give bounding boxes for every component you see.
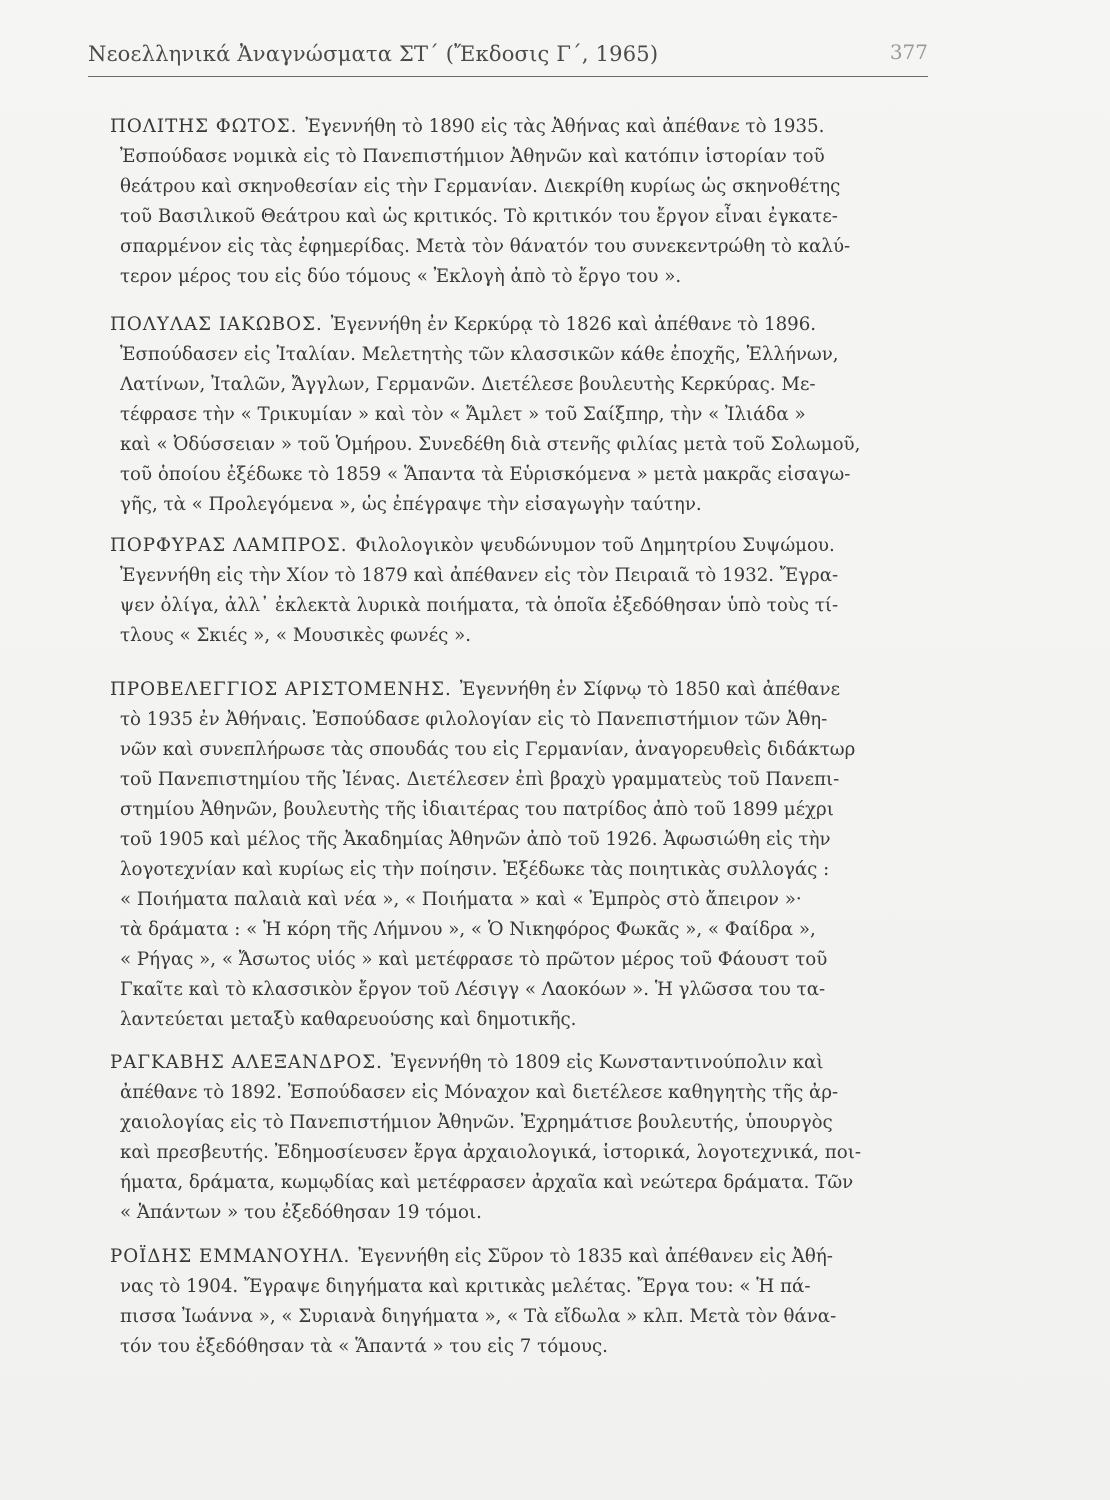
entry-text-line: τλους « Σκιές », « Μουσικὲς φωνές ».: [120, 625, 472, 646]
entry-text-line: ψεν ὀλίγα, ἀλλ᾿ ἐκλεκτὰ λυρικὰ ποιήματα, τὰ ὁποῖα ἐξεδόθησαν ὑπὸ τοὺς τί-: [120, 595, 839, 616]
entry-text-line: ήματα, δράματα, κωμῳδίας καὶ μετέφρασεν ἀρχαῖα καὶ νεώτερα δράματα. Τῶν: [120, 1172, 854, 1193]
entry-text-line: Λατίνων, Ἰταλῶν, Ἄγγλων, Γερμανῶν. Διετέλεσε βουλευτὴς Κερκύρας. Με-: [120, 374, 816, 395]
entry-headword: ΠΟΛΙΤΗΣ ΦΩΤΟΣ.: [110, 116, 298, 137]
entry-text-line: τοῦ Πανεπιστημίου τῆς Ἰένας. Διετέλεσεν ἐπὶ βραχὺ γραμματεὺς τοῦ Πανεπι-: [120, 769, 840, 790]
page-number: 377: [889, 40, 928, 64]
entry-first-line: [110, 675, 950, 705]
entry-text-line: σπαρμένον εἰς τὰς ἐφημερίδας. Μετὰ τὸν θάνατόν του συνεκεντρώθη τὸ καλύ-: [120, 236, 851, 257]
entry-text-line: Ἐγεννήθη τὸ 1890 εἰς τὰς Ἀθήνας καὶ ἀπέθανε τὸ 1935.: [305, 116, 825, 137]
entry-headword: ΠΟΛΥΛΑΣ ΙΑΚΩΒΟΣ.: [110, 314, 323, 335]
biography-entry-roidis: [110, 1242, 950, 1362]
entry-text-line: τὸ 1935 ἐν Ἀθήναις. Ἐσπούδασε φιλολογίαν εἰς τὸ Πανεπιστήμιον τῶν Ἀθη-: [120, 709, 828, 730]
entry-text-line: τοῦ Βασιλικοῦ Θεάτρου καὶ ὡς κριτικός. Τὸ κριτικόν του ἔργον εἶναι ἐγκατε-: [120, 206, 838, 227]
entry-text-line: « Ρήγας », « Ἄσωτος υἱός » καὶ μετέφρασε τὸ πρῶτον μέρος τοῦ Φάουστ τοῦ: [120, 949, 828, 970]
entry-first-line: [110, 1048, 950, 1078]
entry-text-line: Φιλολογικὸν ψευδώνυμον τοῦ Δημητρίου Συψώμου.: [355, 535, 835, 556]
entry-text-line: Γκαῖτε καὶ τὸ κλασσικὸν ἔργον τοῦ Λέσιγγ « Λαοκόων ». Ἡ γλῶσσα του τα-: [120, 979, 826, 1000]
entry-text-line: καὶ « Ὀδύσσειαν » τοῦ Ὁμήρου. Συνεδέθη διὰ στενῆς φιλίας μετὰ τοῦ Σολωμοῦ,: [120, 434, 861, 455]
entry-text-line: τοῦ 1905 καὶ μέλος τῆς Ἀκαδημίας Ἀθηνῶν ἀπὸ τοῦ 1926. Ἀφωσιώθη εἰς τὴν: [120, 829, 831, 850]
entry-text-line: πισσα Ἰωάννα », « Συριανὰ διηγήματα », « Τὰ εἴδωλα » κλπ. Μετὰ τὸν θάνα-: [120, 1306, 837, 1327]
entry-text-line: « Ποιήματα παλαιὰ καὶ νέα », « Ποιήματα » καὶ « Ἐμπρὸς στὸ ἄπειρον »·: [120, 889, 802, 910]
entry-text-line: Ἐγεννήθη εἰς τὴν Χίον τὸ 1879 καὶ ἀπέθανεν εἰς τὸν Πειραιᾶ τὸ 1932. Ἔγρα-: [120, 565, 839, 586]
entry-text-line: λογοτεχνίαν καὶ κυρίως εἰς τὴν ποίησιν. Ἐξέδωκε τὰς ποιητικὰς συλλογάς :: [120, 859, 830, 880]
entry-text-line: τέφρασε τὴν « Τρικυμίαν » καὶ τὸν « Ἄμλετ » τοῦ Σαίξπηρ, τὴν « Ἰλιάδα »: [120, 404, 806, 425]
entry-text-line: Ἐσπούδασε νομικὰ εἰς τὸ Πανεπιστήμιον Ἀθηνῶν καὶ κατόπιν ἱστορίαν τοῦ: [120, 146, 825, 167]
biography-entry-rangavis: [110, 1048, 950, 1228]
entry-text-line: Ἐγεννήθη τὸ 1809 εἰς Κωνσταντινούπολιν καὶ: [390, 1052, 824, 1073]
entry-text-line: στημίου Ἀθηνῶν, βουλευτὴς τῆς ἰδιαιτέρας του πατρίδος ἀπὸ τοῦ 1899 μέχρι: [120, 799, 834, 820]
biography-entry-porfyras: [110, 531, 950, 651]
entry-headword: ΡΑΓΚΑΒΗΣ ΑΛΕΞΑΝΔΡΟΣ.: [110, 1052, 383, 1073]
entry-text-line: χαιολογίας εἰς τὸ Πανεπιστήμιον Ἀθηνῶν. Ἐχρημάτισε βουλευτής, ὑπουργὸς: [120, 1112, 833, 1133]
entry-text-line: Ἐγεννήθη ἐν Σίφνῳ τὸ 1850 καὶ ἀπέθανε: [459, 679, 841, 700]
entry-text-line: νας τὸ 1904. Ἔγραψε διηγήματα καὶ κριτικὰς μελέτας. Ἔργα του: « Ἡ πά-: [120, 1276, 811, 1297]
entry-first-line: [110, 112, 950, 142]
entry-text-line: τόν του ἐξεδόθησαν τὰ « Ἅπαντά » του εἰς 7 τόμους.: [120, 1336, 608, 1357]
entry-text-line: γῆς, τὰ « Προλεγόμενα », ὡς ἐπέγραψε τὴν εἰσαγωγὴν ταύτην.: [120, 494, 702, 515]
entry-text-line: τὰ δράματα : « Ἡ κόρη τῆς Λήμνου », « Ὁ Νικηφόρος Φωκᾶς », « Φαίδρα »,: [120, 919, 816, 940]
running-header: [88, 40, 928, 77]
entry-text-line: Ἐγεννήθη εἰς Σῦρον τὸ 1835 καὶ ἀπέθανεν εἰς Ἀθή-: [358, 1246, 833, 1267]
entry-text-line: νῶν καὶ συνεπλήρωσε τὰς σπουδάς του εἰς Γερμανίαν, ἀναγορευθεὶς διδάκτωρ: [120, 739, 856, 760]
biography-entry-politis: [110, 112, 950, 292]
entry-first-line: [110, 310, 950, 340]
entry-headword: ΠΟΡΦΥΡΑΣ ΛΑΜΠΡΟΣ.: [110, 535, 348, 556]
entry-text-line: τερον μέρος του εἰς δύο τόμους « Ἐκλογὴ ἀπὸ τὸ ἔργο του ».: [120, 266, 682, 287]
entry-headword: ΠΡΟΒΕΛΕΓΓΙΟΣ ΑΡΙΣΤΟΜΕΝΗΣ.: [110, 679, 452, 700]
entry-text-line: Ἐσπούδασεν εἰς Ἰταλίαν. Μελετητὴς τῶν κλασσικῶν κάθε ἐποχῆς, Ἑλλήνων,: [120, 344, 839, 365]
biography-entry-provelengios: [110, 675, 950, 1035]
running-title: Νεοελληνικά Ἀναγνώσματα ΣΤ΄ (Ἔκδοσις Γ΄, 1965): [88, 42, 659, 66]
entry-headword: ΡΟΪΔΗΣ ΕΜΜΑΝΟΥΗΛ.: [110, 1246, 351, 1267]
entry-text-line: τοῦ ὁποίου ἐξέδωκε τὸ 1859 « Ἅπαντα τὰ Εὑρισκόμενα » μετὰ μακρᾶς εἰσαγω-: [120, 464, 851, 485]
entry-text-line: ἀπέθανε τὸ 1892. Ἐσπούδασεν εἰς Μόναχον καὶ διετέλεσε καθηγητὴς τῆς ἀρ-: [120, 1082, 839, 1103]
entry-text-line: καὶ πρεσβευτής. Ἐδημοσίευσεν ἔργα ἀρχαιολογικά, ἱστορικά, λογοτεχνικά, ποι-: [120, 1142, 861, 1163]
entry-first-line: [110, 531, 950, 561]
entry-text-line: Ἐγεννήθη ἐν Κερκύρᾳ τὸ 1826 καὶ ἀπέθανε τὸ 1896.: [330, 314, 817, 335]
entry-text-line: « Ἁπάντων » του ἐξεδόθησαν 19 τόμοι.: [120, 1202, 482, 1223]
biography-entry-polylas: [110, 310, 950, 520]
entry-text-line: θεάτρου καὶ σκηνοθεσίαν εἰς τὴν Γερμανίαν. Διεκρίθη κυρίως ὡς σκηνοθέτης: [120, 176, 841, 197]
entry-text-line: λαντεύεται μεταξὺ καθαρευούσης καὶ δημοτικῆς.: [120, 1009, 577, 1030]
entry-first-line: [110, 1242, 950, 1272]
